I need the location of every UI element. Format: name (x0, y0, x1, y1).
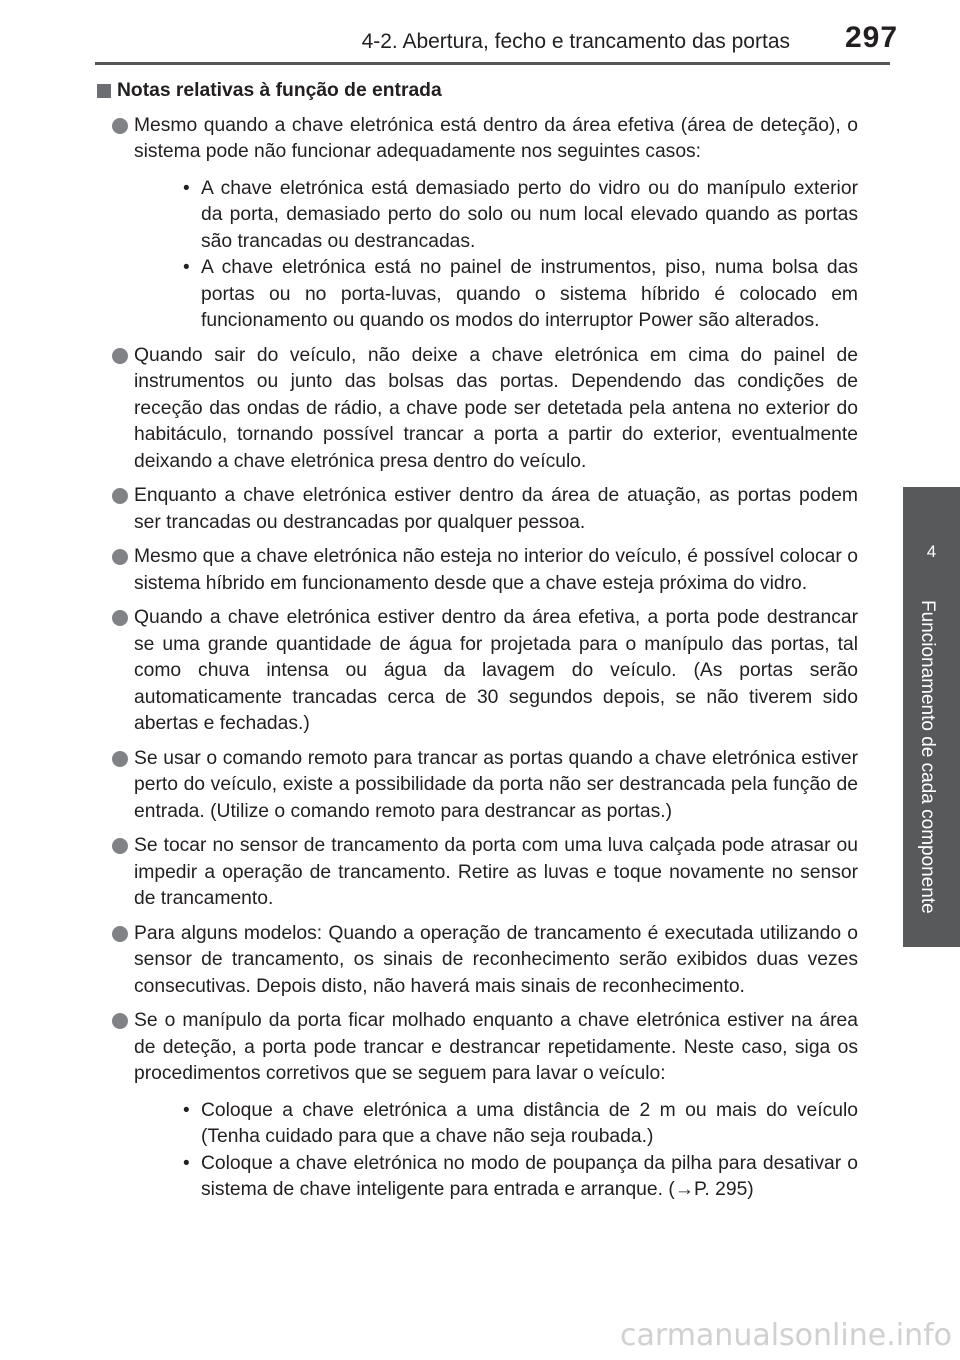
chapter-number: 4 (926, 542, 937, 561)
list-item (97, 833, 858, 913)
list-item (97, 483, 858, 536)
section-heading (97, 78, 858, 105)
list-item-text: Quando a chave eletrónica estiver dentro da área efetiva, a porta pode destrancar se uma grande quantidade de água for projetada para o manípulo das portas, tal como chuva intensa ou água da lavagem do veículo. (As portas serão automaticamente trancadas cerca de 30 segundos depois, se não tiverem sido abertas e fechadas.) (134, 607, 858, 734)
sub-list-item (134, 1151, 858, 1204)
small-dot-icon: • (183, 1099, 190, 1121)
circle-bullet-icon (112, 488, 128, 504)
header-divider (95, 62, 890, 65)
circle-bullet-icon (112, 610, 128, 626)
chapter-title: Funcionamento de cada componente (917, 600, 938, 914)
circle-bullet-icon (112, 838, 128, 854)
page-number: 297 (845, 21, 899, 54)
small-dot-icon: • (183, 177, 190, 199)
circle-bullet-icon (112, 549, 128, 565)
list-item (97, 544, 858, 597)
header-section-title: 4-2. Abertura, fecho e trancamento das portas (361, 30, 790, 53)
sub-list (134, 176, 858, 335)
watermark: carmanualsonline.info (620, 1318, 952, 1353)
circle-bullet-icon (112, 751, 128, 767)
section-title: Notas relativas à função de entrada (117, 80, 442, 101)
list-item (97, 1008, 858, 1204)
sub-list-item-text: A chave eletrónica está no painel de instrumentos, piso, numa bolsa das portas ou no porta-luvas, quando o sistema híbrido é colocado em funcionamento ou quando os modos do interruptor Power são alterados. (201, 257, 858, 331)
list-item-text: Mesmo que a chave eletrónica não esteja no interior do veículo, é possível colocar o sistema híbrido em funcionamento desde que a chave esteja próxima do vidro. (134, 546, 858, 594)
list-item (97, 746, 858, 826)
list-item (97, 113, 858, 335)
circle-bullet-icon (112, 348, 128, 364)
sub-list-item (134, 176, 858, 256)
sub-list-item-text: Coloque a chave eletrónica a uma distância de 2 m ou mais do veículo (Tenha cuidado para que a chave não seja roubada.) (201, 1099, 858, 1147)
small-dot-icon: • (183, 257, 190, 278)
sub-list-item-text: A chave eletrónica está demasiado perto do vidro ou do manípulo exterior da porta, demasiado perto do solo ou num local elevado quando as portas são trancadas ou destrancadas. (201, 177, 858, 252)
circle-bullet-icon (112, 1013, 128, 1029)
circle-bullet-icon (112, 926, 128, 942)
list-item (97, 921, 858, 1001)
list-item (97, 605, 858, 738)
sub-list-item-text: Coloque a chave eletrónica no modo de poupança da pilha para desativar o sistema de chave inteligente para entrada e arranque. (→P. 295) (201, 1152, 858, 1200)
list-item-text: Se usar o comando remoto para trancar as portas quando a chave eletrónica estiver perto do veículo, existe a possibilidade da porta não ser destrancada pela função de entrada. (Utilize o comando remoto para destrancar as portas.) (134, 747, 858, 822)
sub-list-item (134, 1098, 858, 1151)
list-item-text: Se o manípulo da porta ficar molhado enquanto a chave eletrónica estiver na área de deteção, a porta pode trancar e destrancar repetidamente. Neste caso, siga os procedimentos corretivos que se seguem para lavar o veículo: (134, 1010, 858, 1084)
sub-list (134, 1098, 858, 1204)
list-item-text: Se tocar no sensor de trancamento da porta com uma luva calçada pode atrasar ou impedir a operação de trancamento. Retire as luvas e toque novamente no sensor de trancamento. (134, 835, 858, 909)
list-item (97, 343, 858, 476)
page-content (97, 78, 858, 1204)
list-item-text: Quando sair do veículo, não deixe a chave eletrónica em cima do painel de instrumentos ou junto das bolsas das portas. Dependendo das condições de receção das ondas de rádio, a chave pode ser detetada pela antena no exterior do habitáculo, tornando possível trancar a porta a partir do exterior, eventualmente deixando a chave eletrónica presa dentro do veículo. (134, 344, 858, 472)
circle-bullet-icon (112, 118, 128, 134)
sub-list-item (134, 255, 858, 335)
list-item-text: Enquanto a chave eletrónica estiver dentro da área de atuação, as portas podem ser trancadas ou destrancadas por qualquer pessoa. (134, 485, 858, 533)
square-bullet-icon (97, 84, 111, 98)
list-item-text: Mesmo quando a chave eletrónica está dentro da área efetiva (área de deteção), o sistema pode não funcionar adequadamente nos seguintes casos: (134, 114, 858, 162)
small-dot-icon: • (183, 1152, 190, 1174)
list-item-text: Para alguns modelos: Quando a operação de trancamento é executada utilizando o sensor de trancamento, os sinais de reconhecimento serão exibidos duas vezes consecutivas. Depois disto, não haverá mais sinais de reconhecimento. (134, 922, 858, 997)
